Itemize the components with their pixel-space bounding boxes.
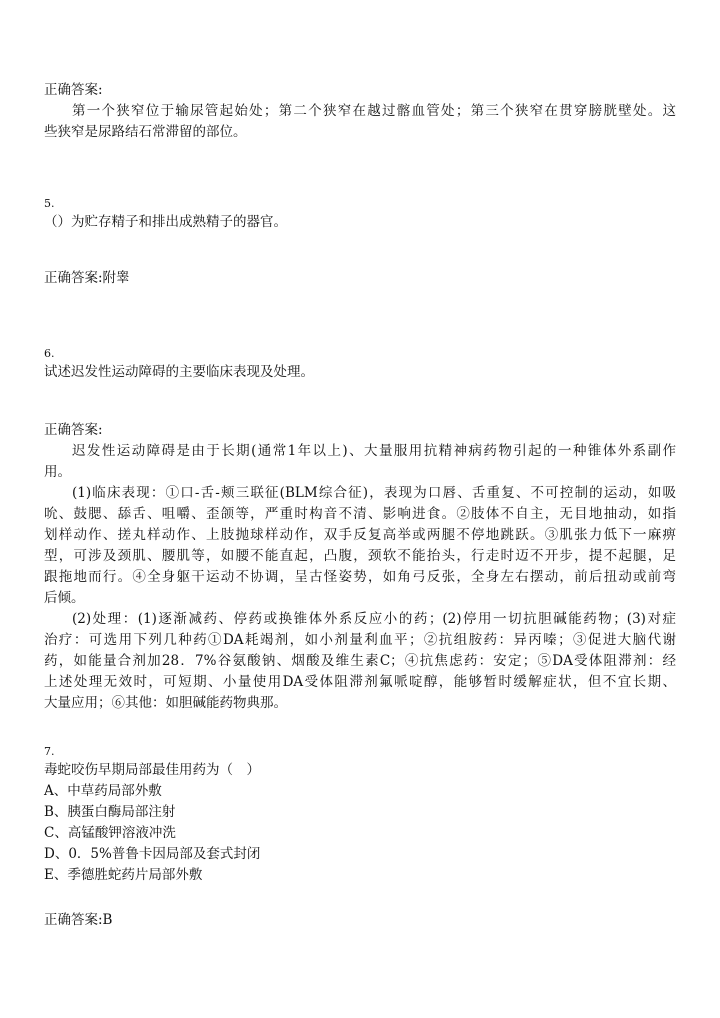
- q5-block: [44, 196, 676, 233]
- q7-option-e: E、季德胜蛇药片局部外敷: [44, 867, 203, 883]
- q6-answer-label: 正确答案:: [44, 422, 103, 438]
- q6-answer-block: [44, 420, 676, 714]
- q4-answer-label: 正确答案:: [44, 82, 103, 98]
- q6-answer-line: 大量应用；⑥其他：如胆碱能药物典那。: [44, 695, 287, 711]
- q6-answer-line: 划样动作、搓丸样动作、上肢抛球样动作，双手反复高举或两腿不停地跳跃。③肌张力低下一麻痹: [44, 527, 676, 543]
- q5-stem: （）为贮存精子和排出成熟精子的器官。: [44, 214, 287, 230]
- q6-answer-line: 治疗：可选用下列几种药①DA耗竭剂，如小剂量利血平；②抗组胺药：异丙嗪；③促进大脑代谢: [44, 632, 676, 648]
- q5-number: 5.: [44, 197, 55, 210]
- q6-number: 6.: [44, 347, 55, 360]
- q4-answer-line: 第一个狭窄位于输尿管起始处；第二个狭窄在越过髂血管处；第三个狭窄在贯穿膀胱壁处。这: [72, 103, 676, 119]
- q7-number: 7.: [44, 745, 55, 758]
- q7-stem: 毒蛇咬伤早期局部最佳用药为（ ）: [44, 762, 260, 778]
- q7-option-b: B、胰蛋白酶局部注射: [44, 804, 176, 820]
- q4-answer-line: 些狭窄是尿路结石常滞留的部位。: [44, 124, 247, 140]
- q6-stem: 试述迟发性运动障碍的主要临床表现及处理。: [44, 364, 314, 380]
- q7-option-a: A、中草药局部外敷: [44, 783, 162, 799]
- q7-option-d: D、0．5%普鲁卡因局部及套式封闭: [44, 846, 261, 862]
- q7-answer-block: [44, 910, 676, 931]
- q6-answer-line: 吮、鼓腮、舔舌、咀嚼、歪颌等，严重时构音不清、影响进食。②肢体不自主，无目地抽动，如指: [44, 506, 676, 522]
- q6-answer-line: (1)临床表现：①口-舌-颊三联征(BLM综合征)，表现为口唇、舌重复、不可控制的运动，如吸: [72, 485, 676, 501]
- q6-answer-line: 跟拖地而行。④全身躯干运动不协调，呈古怪姿势，如角弓反张，全身左右摆动，前后扭动或前弯: [44, 569, 676, 585]
- q5-answer: 正确答案:附睾: [44, 270, 130, 286]
- q6-answer-line: 后倾。: [44, 590, 85, 606]
- q6-answer-line: 型，可涉及颈肌、腰肌等，如腰不能直起，凸腹，颈软不能抬头，行走时迈不开步，提不起腿，足: [44, 548, 676, 564]
- q6-answer-line: 用。: [44, 464, 71, 480]
- q6-block: [44, 346, 676, 383]
- q6-answer-line: 迟发性运动障碍是由于长期(通常1年以上)、大量服用抗精神病药物引起的一种锥体外系副作: [72, 443, 676, 459]
- q6-answer-line: 药，如能量合剂加28．7%谷氨酸钠、烟酸及维生素C；④抗焦虑药：安定；⑤DA受体阻滞剂：经: [44, 653, 676, 669]
- q4-answer-block: [44, 80, 676, 143]
- q6-answer-line: 上述处理无效时，可短期、小量使用DA受体阻滞剂氟哌啶醇，能够暂时缓解症状，但不宜长期、: [44, 674, 676, 690]
- q7-option-c: C、高锰酸钾溶液冲洗: [44, 825, 176, 841]
- q5-answer-block: [44, 268, 676, 289]
- q7-answer: 正确答案:B: [44, 912, 113, 928]
- q7-block: [44, 744, 676, 886]
- q6-answer-line: (2)处理：(1)逐渐减药、停药或换锥体外系反应小的药；(2)停用一切抗胆碱能药物；(3)对症: [72, 611, 676, 627]
